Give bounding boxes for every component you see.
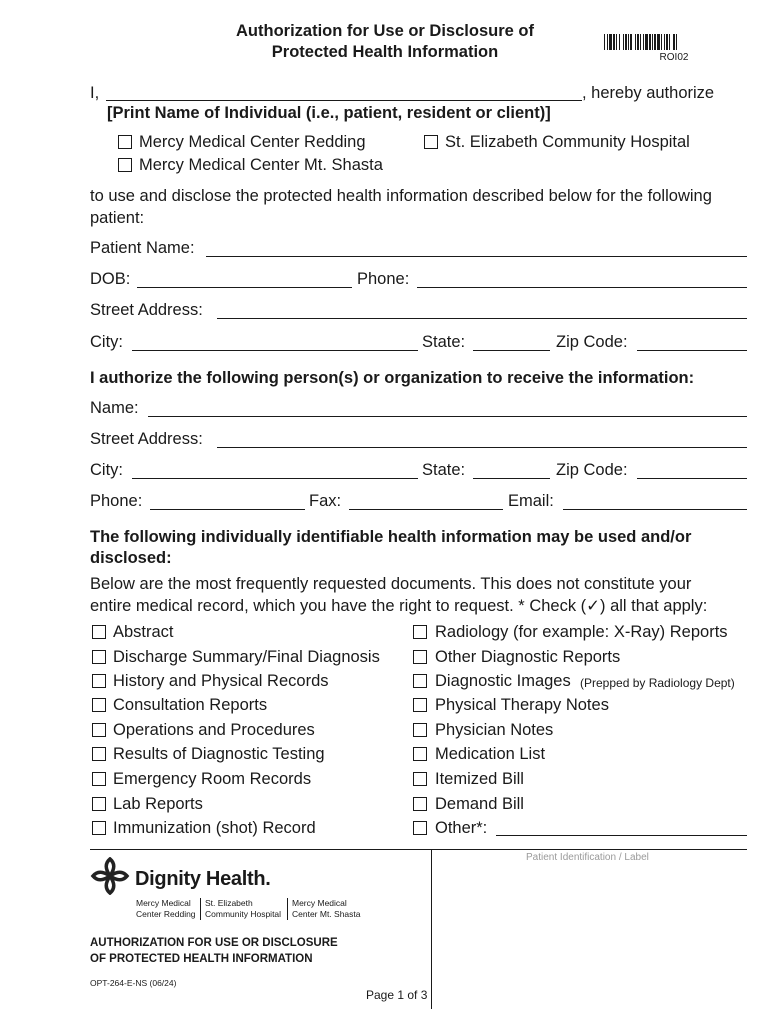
record-label-left-7: Lab Reports: [113, 795, 203, 813]
patient-zip-field[interactable]: [637, 350, 747, 351]
record-checkbox-left-3[interactable]: [92, 698, 106, 712]
recipient-heading: I authorize the following person(s) or organization to receive the information:: [90, 369, 695, 387]
name-instruction: [Print Name of Individual (i.e., patient, resident or client)]: [107, 104, 551, 122]
recipient-city-label: City:: [90, 461, 123, 479]
record-checkbox-left-1[interactable]: [92, 650, 106, 664]
facility-checkbox-mt-shasta[interactable]: [118, 158, 132, 172]
patient-label-placeholder: Patient Identification / Label: [526, 852, 649, 863]
facility-label-mt-shasta: Mercy Medical Center Mt. Shasta: [139, 156, 383, 174]
record-label-right-8: Other*:: [435, 819, 488, 837]
patient-phone-field[interactable]: [417, 287, 747, 288]
info-desc-line1: Below are the most frequently requested documents. This does not constitute your: [90, 575, 692, 593]
recipient-phone-label: Phone:: [90, 492, 143, 510]
record-label-left-6: Emergency Room Records: [113, 770, 312, 788]
individual-name-field[interactable]: [106, 100, 582, 101]
record-label-left-0: Abstract: [113, 623, 174, 641]
record-checkbox-right-7[interactable]: [413, 797, 427, 811]
barcode-icon: [604, 34, 746, 50]
footer-divider: [431, 849, 432, 1009]
record-checkbox-left-4[interactable]: [92, 723, 106, 737]
dignity-health-logo-icon: [90, 857, 130, 895]
record-label-right-7: Demand Bill: [435, 795, 524, 813]
recipient-city-field[interactable]: [132, 478, 418, 479]
recipient-fax-label: Fax:: [309, 492, 342, 510]
patient-name-label: Patient Name:: [90, 239, 195, 257]
recipient-zip-label: Zip Code:: [556, 461, 628, 479]
record-checkbox-right-5[interactable]: [413, 747, 427, 761]
patient-name-field[interactable]: [206, 256, 747, 257]
patient-state-field[interactable]: [473, 350, 550, 351]
record-label-left-3: Consultation Reports: [113, 696, 268, 714]
record-checkbox-right-1[interactable]: [413, 650, 427, 664]
info-heading-line1: The following individually identifiable health information may be used and/or: [90, 528, 692, 546]
record-checkbox-left-0[interactable]: [92, 625, 106, 639]
record-checkbox-left-6[interactable]: [92, 772, 106, 786]
record-label-left-4: Operations and Procedures: [113, 721, 315, 739]
record-checkbox-right-0[interactable]: [413, 625, 427, 639]
diagnostic-images-note: (Prepped by Radiology Dept): [580, 676, 735, 690]
record-label-right-6: Itemized Bill: [435, 770, 524, 788]
recipient-phone-field[interactable]: [150, 509, 305, 510]
record-label-right-5: Medication List: [435, 745, 546, 763]
recipient-name-field[interactable]: [148, 416, 747, 417]
footer-doc-title: AUTHORIZATION FOR USE OR DISCLOSURE OF PROTECTED HEALTH INFORMATION: [90, 937, 338, 965]
facility-checkbox-st-elizabeth[interactable]: [424, 135, 438, 149]
footer-facility-mt-shasta: Mercy Medical Center Mt. Shasta: [292, 898, 361, 919]
patient-state-label: State:: [422, 333, 466, 351]
purpose-text-line2: patient:: [90, 209, 145, 227]
recipient-name-label: Name:: [90, 399, 139, 417]
facility-label-st-elizabeth: St. Elizabeth Community Hospital: [445, 133, 690, 151]
form-title-line2: Protected Health Information: [271, 43, 499, 61]
other-record-field[interactable]: [496, 835, 747, 836]
record-checkbox-left-2[interactable]: [92, 674, 106, 688]
patient-street-label: Street Address:: [90, 301, 203, 319]
facility-checkbox-redding[interactable]: [118, 135, 132, 149]
record-checkbox-left-8[interactable]: [92, 821, 106, 835]
recipient-state-label: State:: [422, 461, 466, 479]
record-checkbox-right-4[interactable]: [413, 723, 427, 737]
record-label-left-5: Results of Diagnostic Testing: [113, 745, 325, 763]
authorize-suffix: , hereby authorize: [582, 84, 715, 102]
patient-street-field[interactable]: [217, 318, 747, 319]
patient-phone-label: Phone:: [357, 270, 410, 288]
record-checkbox-left-5[interactable]: [92, 747, 106, 761]
record-checkbox-right-6[interactable]: [413, 772, 427, 786]
facility-label-redding: Mercy Medical Center Redding: [139, 133, 366, 151]
record-checkbox-right-8[interactable]: [413, 821, 427, 835]
form-number: OPT-264-E-NS (06/24): [90, 978, 177, 988]
recipient-street-label: Street Address:: [90, 430, 203, 448]
patient-city-field[interactable]: [132, 350, 418, 351]
recipient-street-field[interactable]: [217, 447, 747, 448]
record-label-left-8: Immunization (shot) Record: [113, 819, 316, 837]
record-checkbox-right-3[interactable]: [413, 698, 427, 712]
footer-top-rule: [90, 849, 747, 850]
recipient-email-label: Email:: [508, 492, 554, 510]
footer-facility-sep1: [200, 898, 201, 920]
record-checkbox-left-7[interactable]: [92, 797, 106, 811]
footer-facility-sep2: [287, 898, 288, 920]
record-label-right-3: Physical Therapy Notes: [435, 696, 609, 714]
recipient-zip-field[interactable]: [637, 478, 747, 479]
authorize-prefix: I,: [90, 84, 100, 102]
info-heading-line2: disclosed:: [90, 549, 172, 567]
form-code: ROI02: [659, 52, 689, 63]
recipient-email-field[interactable]: [563, 509, 747, 510]
record-label-right-4: Physician Notes: [435, 721, 554, 739]
patient-dob-label: DOB:: [90, 270, 131, 288]
page-number: Page 1 of 3: [366, 988, 428, 1002]
record-label-left-2: History and Physical Records: [113, 672, 329, 690]
record-label-right-0: Radiology (for example: X-Ray) Reports: [435, 623, 728, 641]
record-label-right-1: Other Diagnostic Reports: [435, 648, 621, 666]
recipient-state-field[interactable]: [473, 478, 550, 479]
patient-city-label: City:: [90, 333, 123, 351]
brand-name: Dignity Health.: [135, 868, 271, 890]
record-label-left-1: Discharge Summary/Final Diagnosis: [113, 648, 380, 666]
patient-dob-field[interactable]: [137, 287, 352, 288]
record-label-right-2: Diagnostic Images: [435, 672, 571, 690]
patient-zip-label: Zip Code:: [556, 333, 628, 351]
info-desc-line2: entire medical record, which you have the right to request. * Check (✓) all that apply:: [90, 597, 708, 615]
footer-facility-st-elizabeth: St. Elizabeth Community Hospital: [205, 898, 282, 919]
recipient-fax-field[interactable]: [349, 509, 503, 510]
record-checkbox-right-2[interactable]: [413, 674, 427, 688]
form-title-line1: Authorization for Use or Disclosure of: [236, 22, 534, 40]
purpose-text-line1: to use and disclose the protected health information described below for the following: [90, 187, 712, 205]
footer-facility-redding: Mercy Medical Center Redding: [136, 898, 196, 919]
